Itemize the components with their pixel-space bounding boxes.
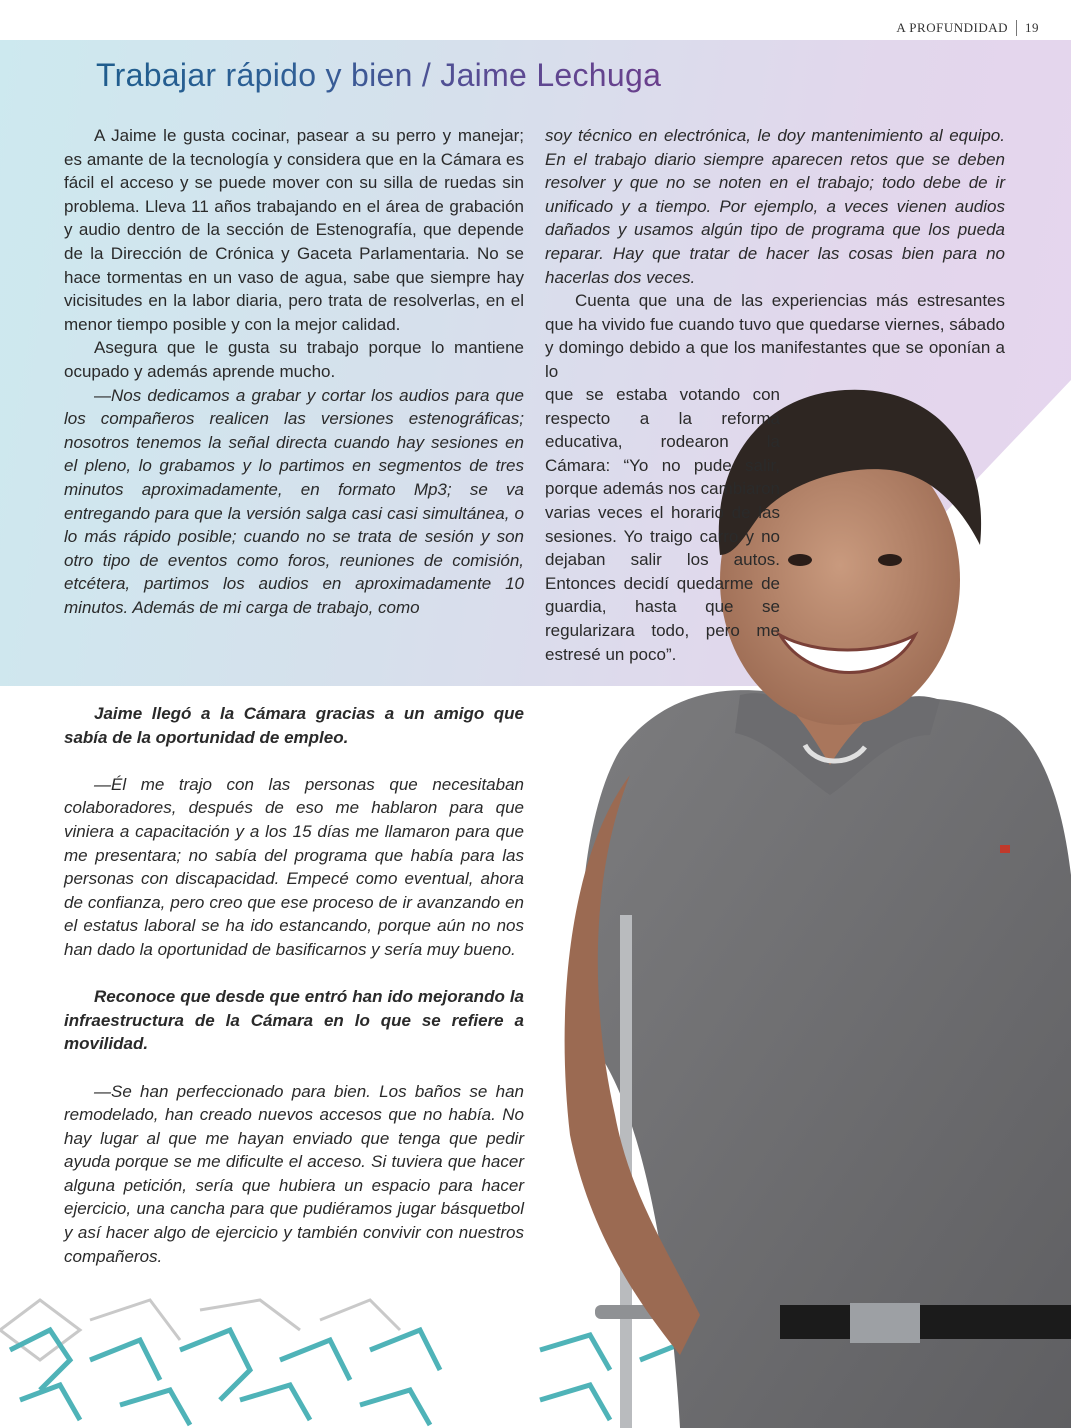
paragraph: A Jaime le gusta cocinar, pasear a su perro y manejar; es amante de la tecnología y considera que en la Cámara es fácil el acceso y se puede mover con su silla de ruedas sin problema. Lleva 11 años trabajando en el área de grabación y audio dentro de la sección de Estenografía, que depende de la Dirección de Crónica y Gaceta Parlamentaria. No se hace tormentas en un vaso de agua, sabe que siempre hay vicisitudes en la labor diaria, pero trata de resolverlas, en el menor tiempo posible y con la mejor calidad.: [64, 126, 524, 334]
right-eye: [878, 554, 902, 566]
left-eye: [788, 554, 812, 566]
belt: [780, 1305, 1071, 1339]
page-number: 19: [1025, 20, 1039, 35]
belt-buckle: [850, 1303, 920, 1343]
interview-question: Jaime llegó a la Cámara gracias a un amigo que sabía de la oportunidad de empleo.: [64, 704, 524, 747]
article-title: Trabajar rápido y bien / Jaime Lechuga: [96, 57, 662, 93]
interview-answer: —Se han perfeccionado para bien. Los baños se han remodelado, han creado nuevos accesos que no había. No hay lugar al que me hayan enviado que tenga que pedir ayuda porque se me dificulte el acceso. Si tuviera que hacer alguna petición, sería que hubiera un espacio para hacer ejercicio, una cancha para que pudiéramos jugar básquetbol y así hacer algo de ejercicio y también convivir con nuestros compañeros.: [64, 1081, 524, 1266]
right-column-narrow: [545, 383, 780, 666]
section-name: A PROFUNDIDAD: [896, 20, 1008, 35]
header-divider: [1016, 20, 1017, 36]
quote-dash: —: [94, 385, 111, 405]
running-header: [896, 20, 1039, 36]
right-column-top: [545, 124, 1005, 384]
left-column-bottom: [64, 702, 524, 1292]
interview-answer: —Él me trajo con las personas que necesitaban colaboradores, después de eso me hablaron para que viniera a capacitación y a los 15 días me llamaron para que me presentara; no sabía del programa que había para las personas con discapacidad. Empecé como eventual, ahora de confianza, pero creo que ese proceso de ir avanzando en el estatus laboral se ha ido estancando, porque aún no nos han dado la oportunidad de basificarnos y sería muy bueno.: [64, 774, 524, 959]
paragraph: Asegura que le gusta su trabajo porque lo mantiene ocupado y además aprende mucho.: [64, 338, 524, 381]
left-column-top: [64, 124, 524, 619]
interview-question: Reconoce que desde que entró han ido mejorando la infraestructura de la Cámara en lo que se refiere a movilidad.: [64, 987, 524, 1054]
paragraph-continuation: que se estaba votando con respecto a la reforma educativa, rodearon la Cámara: “Yo no pude salir, porque además nos cambiaron varias veces el horario de las sesiones. Yo traigo carro y no dejaban salir los autos. Entonces decidí quedarme de guardia, hasta que se regularizara todo, pero me estresé un poco”.: [545, 385, 780, 664]
quote-continuation: soy técnico en electrónica, le doy mantenimiento al equipo. En el trabajo diario siempre aparecen retos que se deben resolver y que no se noten en el trabajo; todo debe de ir unificado y a tiempo. Por ejemplo, a veces vienen audios dañados y usamos algún tipo de programa que los pueda reparar. Hay que tratar de hacer las cosas bien para no hacerlas dos veces.: [545, 126, 1005, 287]
quote-paragraph: [64, 384, 524, 620]
paragraph: Cuenta que una de las experiencias más estresantes que ha vivido fue cuando tuvo que quedarse viernes, sábado y domingo debido a que los manifestantes que se oponían a lo: [545, 291, 1005, 381]
quote-text: Nos dedicamos a grabar y cortar los audios para que los compañeros realicen las versiones estenográficas; nosotros tenemos la señal directa cuando hay sesiones en el pleno, lo grabamos y lo partimos en segmentos de tres minutos aproximadamente, en formato Mp3; se va entregando para que la versión salga casi casi simultánea, o lo más rápido posible; cuando no se trata de sesión y son otro tipo de eventos como foros, reuniones de comisión, etcétera, partimos los audios en aproximadamente 10 minutos. Además de mi carga de trabajo, como: [64, 385, 524, 617]
shirt-logo: [1000, 845, 1010, 853]
